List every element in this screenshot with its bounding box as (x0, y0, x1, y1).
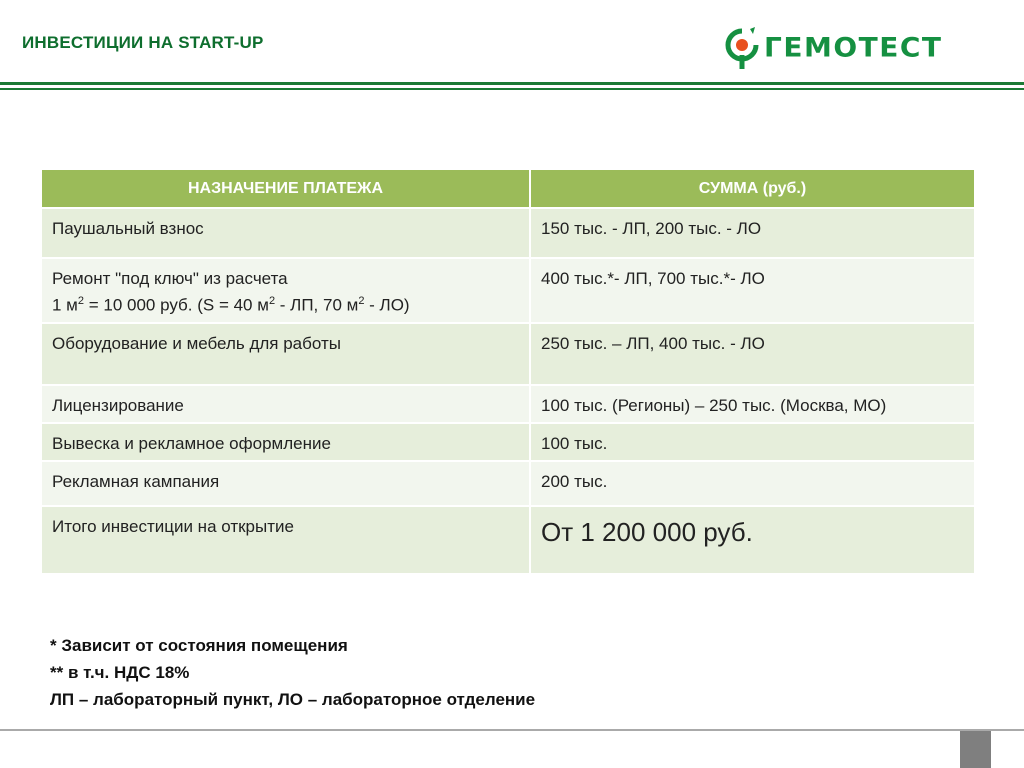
amount-cell: 400 тыс.*- ЛП, 700 тыс.*- ЛО (530, 258, 975, 323)
purpose-line: Ремонт "под ключ" из расчета (52, 269, 288, 288)
table-row (41, 461, 975, 506)
header-rule-top (0, 82, 1024, 85)
purpose-cell: Рекламная кампания (41, 461, 530, 506)
column-header-amount: СУММА (руб.) (530, 169, 975, 208)
table-row (41, 423, 975, 461)
footnotes (50, 632, 535, 713)
purpose-line-c: - ЛП, 70 м (275, 295, 359, 315)
table-row-total (41, 506, 975, 574)
total-amount-cell: От 1 200 000 руб. (530, 506, 975, 574)
table-row (41, 208, 975, 258)
footnote: ЛП – лабораторный пункт, ЛО – лабораторное отделение (50, 690, 536, 709)
amount-cell: 200 тыс. (530, 461, 975, 506)
purpose-cell: Оборудование и мебель для работы (41, 323, 530, 385)
purpose-line-a: 1 м (52, 295, 78, 315)
footer-rule (0, 729, 1024, 731)
footnote: ** в т.ч. НДС 18% (50, 663, 190, 682)
footnote: * Зависит от состояния помещения (50, 636, 348, 655)
amount-cell: 100 тыс. (Регионы) – 250 тыс. (Москва, МО) (530, 385, 975, 423)
purpose-line-b: = 10 000 руб. (S = 40 м (84, 295, 269, 315)
column-header-purpose: НАЗНАЧЕНИЕ ПЛАТЕЖА (41, 169, 530, 208)
purpose-cell: Вывеска и рекламное оформление (41, 423, 530, 461)
table-header-row (41, 169, 975, 208)
purpose-cell: Лицензирование (41, 385, 530, 423)
amount-cell: 250 тыс. – ЛП, 400 тыс. - ЛО (530, 323, 975, 385)
purpose-line-d: - ЛО) (364, 295, 410, 315)
logo-drop-icon (722, 24, 762, 70)
header-rule-bottom (0, 88, 1024, 90)
amount-cell: 100 тыс. (530, 423, 975, 461)
page-title: ИНВЕСТИЦИИ НА START-UP (22, 33, 264, 52)
amount-cell: 150 тыс. - ЛП, 200 тыс. - ЛО (530, 208, 975, 258)
table-row (41, 258, 975, 323)
purpose-cell: Паушальный взнос (41, 208, 530, 258)
investment-table (40, 168, 976, 575)
purpose-cell (41, 258, 530, 323)
table-row (41, 385, 975, 423)
logo-text: ГЕМОТЕСТ (764, 31, 943, 63)
superscript: 2 (358, 295, 365, 307)
superscript: 2 (77, 295, 84, 307)
superscript: 2 (268, 295, 276, 307)
gemotest-logo (722, 24, 943, 70)
purpose-cell: Итого инвестиции на открытие (41, 506, 530, 574)
footer-block (960, 731, 991, 768)
table-row (41, 323, 975, 385)
